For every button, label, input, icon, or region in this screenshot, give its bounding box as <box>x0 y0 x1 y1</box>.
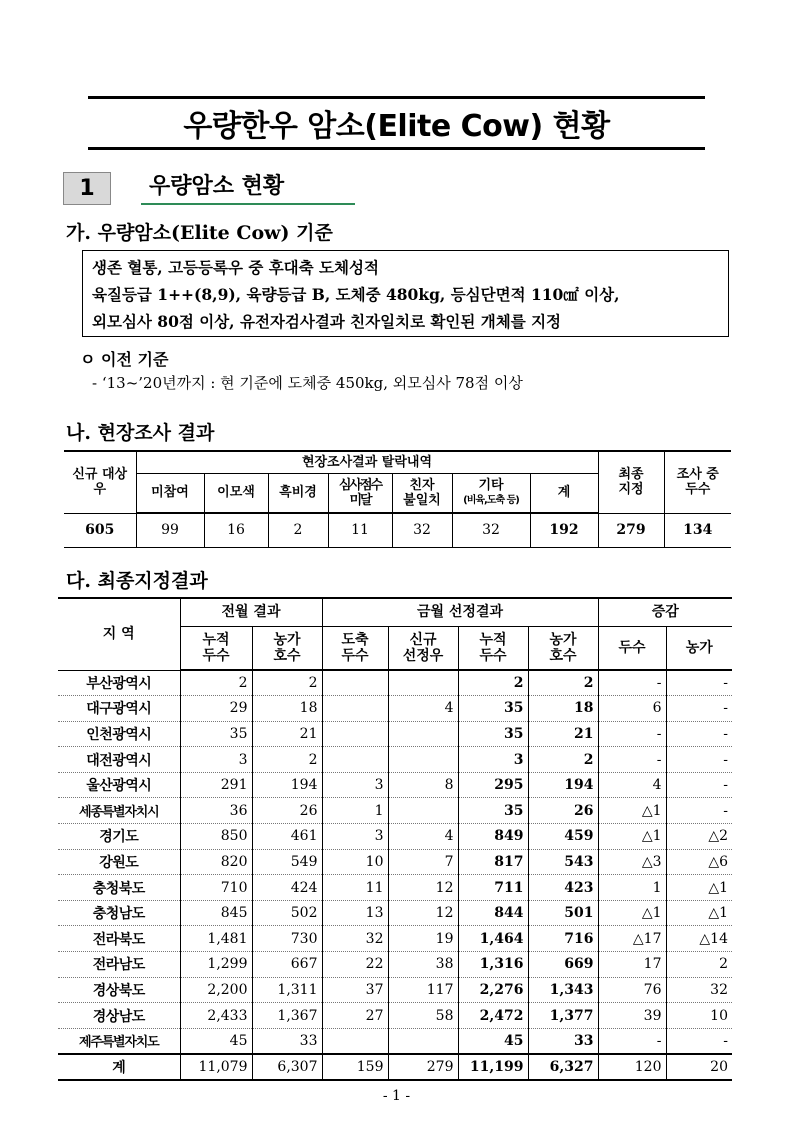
header-farms: 농가 <box>666 626 732 670</box>
cell: - <box>666 1028 732 1054</box>
cell: 11,199 <box>458 1054 528 1080</box>
criteria-line: 육질등급 1++(8,9), 육량등급 B, 도체중 480kg, 등심단면적 110㎠ 이상, <box>92 285 620 304</box>
header-cum-head: 누적 두수 <box>458 626 528 670</box>
cell: 76 <box>598 977 666 1003</box>
header-under-survey: 조사 중 두수 <box>664 451 731 513</box>
header-this-month: 금월 선정결과 <box>322 598 598 626</box>
field-survey-table <box>64 450 731 548</box>
region-cell: 대전광역시 <box>58 747 180 773</box>
header-prev-month: 전월 결과 <box>180 598 322 626</box>
header-region: 지 역 <box>58 598 180 670</box>
cell: 844 <box>458 900 528 926</box>
cell: 291 <box>180 772 252 798</box>
cell: 36 <box>180 798 252 824</box>
cell: 11,079 <box>180 1054 252 1080</box>
table-row <box>58 1028 732 1054</box>
cell: 1,377 <box>528 1003 598 1029</box>
cell: △1 <box>666 900 732 926</box>
header-col: 미참여 <box>136 473 204 513</box>
cell: 711 <box>458 875 528 901</box>
cell: - <box>666 696 732 722</box>
cell: 6,327 <box>528 1054 598 1080</box>
cell: 22 <box>322 952 388 978</box>
cell: 32 <box>392 513 452 547</box>
cell: 37 <box>322 977 388 1003</box>
cell: 3 <box>458 747 528 773</box>
cell: 845 <box>180 900 252 926</box>
page-title-box <box>88 96 705 150</box>
cell: - <box>666 772 732 798</box>
cell <box>388 721 458 747</box>
cell: 543 <box>528 849 598 875</box>
cell: 459 <box>528 824 598 850</box>
header-col: 이모색 <box>204 473 268 513</box>
cell: 120 <box>598 1054 666 1080</box>
region-cell: 계 <box>58 1054 180 1080</box>
table-row <box>58 670 732 696</box>
cell <box>322 747 388 773</box>
cell: 17 <box>598 952 666 978</box>
header-cum-head: 누적 두수 <box>180 626 252 670</box>
cell: 35 <box>458 721 528 747</box>
cell: △14 <box>666 926 732 952</box>
cell <box>322 721 388 747</box>
cell <box>322 696 388 722</box>
heading-elite-criteria: 가. 우량암소(Elite Cow) 기준 <box>66 222 333 244</box>
cell: 2 <box>528 670 598 696</box>
table-row <box>58 977 732 1003</box>
table-row <box>58 747 732 773</box>
cell: 32 <box>452 513 530 547</box>
table-row <box>58 824 732 850</box>
cell: 279 <box>598 513 664 547</box>
cell: 6 <box>598 696 666 722</box>
cell <box>322 1028 388 1054</box>
cell: 820 <box>180 849 252 875</box>
cell <box>388 1028 458 1054</box>
header-farm-count: 농가 호수 <box>528 626 598 670</box>
cell: 8 <box>388 772 458 798</box>
cell: - <box>666 747 732 773</box>
header-change: 증감 <box>598 598 732 626</box>
table-row <box>58 900 732 926</box>
cell: 117 <box>388 977 458 1003</box>
cell: 423 <box>528 875 598 901</box>
cell: 192 <box>530 513 598 547</box>
cell: △6 <box>666 849 732 875</box>
table-row <box>58 696 732 722</box>
cell: 11 <box>328 513 392 547</box>
cell: 39 <box>598 1003 666 1029</box>
cell: 58 <box>388 1003 458 1029</box>
section-number: 1 <box>63 172 111 205</box>
header-col: 심사점수 미달 <box>328 473 392 513</box>
total-row <box>58 1054 732 1080</box>
cell: 18 <box>252 696 322 722</box>
cell: 7 <box>388 849 458 875</box>
cell: 35 <box>458 696 528 722</box>
cell: 849 <box>458 824 528 850</box>
criteria-line: 생존 혈통, 고등등록우 중 후대축 도체성적 <box>92 258 379 277</box>
header-col: 기타 <box>478 477 504 493</box>
cell: - <box>666 798 732 824</box>
table-row <box>58 1003 732 1029</box>
cell <box>388 670 458 696</box>
region-cell: 경상북도 <box>58 977 180 1003</box>
final-result-table <box>58 597 732 1081</box>
cell: 26 <box>528 798 598 824</box>
cell: 2 <box>458 670 528 696</box>
cell: 134 <box>664 513 731 547</box>
cell: 1,316 <box>458 952 528 978</box>
cell: 502 <box>252 900 322 926</box>
cell: 33 <box>528 1028 598 1054</box>
cell: 20 <box>666 1054 732 1080</box>
header-new-target: 신규 대상우 <box>64 451 136 513</box>
header-farm-count: 농가 호수 <box>252 626 322 670</box>
region-cell: 인천광역시 <box>58 721 180 747</box>
region-cell: 전라남도 <box>58 952 180 978</box>
cell: 26 <box>252 798 322 824</box>
table-row <box>58 952 732 978</box>
cell: - <box>598 670 666 696</box>
cell: 1 <box>322 798 388 824</box>
cell: 3 <box>322 772 388 798</box>
cell: 35 <box>458 798 528 824</box>
cell: 2 <box>528 747 598 773</box>
cell: 667 <box>252 952 322 978</box>
table-row <box>58 721 732 747</box>
criteria-box <box>82 250 729 337</box>
region-cell: 울산광역시 <box>58 772 180 798</box>
cell: 2 <box>666 952 732 978</box>
table-row <box>58 772 732 798</box>
table-row <box>58 849 732 875</box>
cell: 716 <box>528 926 598 952</box>
cell: 1,481 <box>180 926 252 952</box>
cell: 730 <box>252 926 322 952</box>
table-row <box>64 513 731 547</box>
cell: 10 <box>322 849 388 875</box>
cell: 27 <box>322 1003 388 1029</box>
cell: △3 <box>598 849 666 875</box>
page-title: 우량한우 암소(Elite Cow) 현황 <box>183 109 610 144</box>
cell: 38 <box>388 952 458 978</box>
cell: △2 <box>666 824 732 850</box>
cell: 1,343 <box>528 977 598 1003</box>
region-cell: 경상남도 <box>58 1003 180 1029</box>
cell: 710 <box>180 875 252 901</box>
region-cell: 제주특별자치도 <box>58 1028 180 1054</box>
cell: △1 <box>598 900 666 926</box>
cell: 4 <box>598 772 666 798</box>
cell: 2,433 <box>180 1003 252 1029</box>
cell: 1 <box>598 875 666 901</box>
cell: 1,367 <box>252 1003 322 1029</box>
cell: 1,311 <box>252 977 322 1003</box>
cell: 32 <box>322 926 388 952</box>
criteria-line: 외모심사 80점 이상, 유전자검사결과 친자일치로 확인된 개체를 지정 <box>92 312 562 331</box>
region-cell: 충청남도 <box>58 900 180 926</box>
header-col: 흑비경 <box>268 473 328 513</box>
cell: 35 <box>180 721 252 747</box>
cell: 1,299 <box>180 952 252 978</box>
cell: 2 <box>180 670 252 696</box>
header-heads: 두수 <box>598 626 666 670</box>
section-label: 우량암소 현황 <box>141 172 355 205</box>
cell: 501 <box>528 900 598 926</box>
cell: 1,464 <box>458 926 528 952</box>
cell: 45 <box>458 1028 528 1054</box>
cell: 21 <box>252 721 322 747</box>
cell: 10 <box>666 1003 732 1029</box>
region-cell: 전라북도 <box>58 926 180 952</box>
cell: 45 <box>180 1028 252 1054</box>
cell: 11 <box>322 875 388 901</box>
cell: 2,200 <box>180 977 252 1003</box>
final-result-body <box>58 670 732 1080</box>
section-1-header <box>63 172 355 205</box>
cell: 4 <box>388 696 458 722</box>
header-dropout-group: 현장조사결과 탈락내역 <box>136 451 598 473</box>
region-cell: 세종특별자치시 <box>58 798 180 824</box>
header-new-selected: 신규 선정우 <box>388 626 458 670</box>
region-cell: 경기도 <box>58 824 180 850</box>
header-final: 최종 지정 <box>598 451 664 513</box>
cell: 2 <box>252 747 322 773</box>
cell: 4 <box>388 824 458 850</box>
cell: 21 <box>528 721 598 747</box>
cell: - <box>666 670 732 696</box>
cell: 13 <box>322 900 388 926</box>
header-col: 친자 불일치 <box>392 473 452 513</box>
cell: 279 <box>388 1054 458 1080</box>
cell: 18 <box>528 696 598 722</box>
header-col-etc <box>452 473 530 513</box>
cell: 3 <box>322 824 388 850</box>
cell: - <box>666 721 732 747</box>
cell: 3 <box>180 747 252 773</box>
cell: 12 <box>388 875 458 901</box>
cell: 29 <box>180 696 252 722</box>
cell: 424 <box>252 875 322 901</box>
heading-field-survey: 나. 현장조사 결과 <box>66 422 215 444</box>
heading-final-result: 다. 최종지정결과 <box>66 570 208 592</box>
cell: 295 <box>458 772 528 798</box>
previous-criteria-heading: ㅇ 이전 기준 <box>80 350 169 369</box>
header-col-note: (비육,도축 등) <box>463 494 519 506</box>
table-row <box>58 798 732 824</box>
cell: 549 <box>252 849 322 875</box>
cell: 33 <box>252 1028 322 1054</box>
cell: 2 <box>252 670 322 696</box>
cell: △1 <box>598 824 666 850</box>
cell: 2,472 <box>458 1003 528 1029</box>
cell: 461 <box>252 824 322 850</box>
cell <box>388 747 458 773</box>
cell: 19 <box>388 926 458 952</box>
cell: 6,307 <box>252 1054 322 1080</box>
cell <box>388 798 458 824</box>
cell: 817 <box>458 849 528 875</box>
cell: 32 <box>666 977 732 1003</box>
region-cell: 충청북도 <box>58 875 180 901</box>
cell <box>322 670 388 696</box>
cell: 2,276 <box>458 977 528 1003</box>
table-row <box>58 926 732 952</box>
header-slaughter: 도축 두수 <box>322 626 388 670</box>
table-row <box>58 875 732 901</box>
cell: 2 <box>268 513 328 547</box>
cell: 159 <box>322 1054 388 1080</box>
cell: 16 <box>204 513 268 547</box>
header-col: 계 <box>530 473 598 513</box>
cell: 12 <box>388 900 458 926</box>
cell: - <box>598 721 666 747</box>
region-cell: 대구광역시 <box>58 696 180 722</box>
cell: △1 <box>666 875 732 901</box>
cell: 850 <box>180 824 252 850</box>
cell: - <box>598 747 666 773</box>
cell: 99 <box>136 513 204 547</box>
cell: - <box>598 1028 666 1054</box>
cell: 669 <box>528 952 598 978</box>
region-cell: 부산광역시 <box>58 670 180 696</box>
previous-criteria-text: - ‘13~’20년까지 : 현 기준에 도체중 450kg, 외모심사 78점 이상 <box>92 374 523 392</box>
cell: 194 <box>528 772 598 798</box>
cell: △1 <box>598 798 666 824</box>
page-number: - 1 - <box>382 1088 411 1104</box>
region-cell: 강원도 <box>58 849 180 875</box>
cell: △17 <box>598 926 666 952</box>
cell: 605 <box>64 513 136 547</box>
cell: 194 <box>252 772 322 798</box>
